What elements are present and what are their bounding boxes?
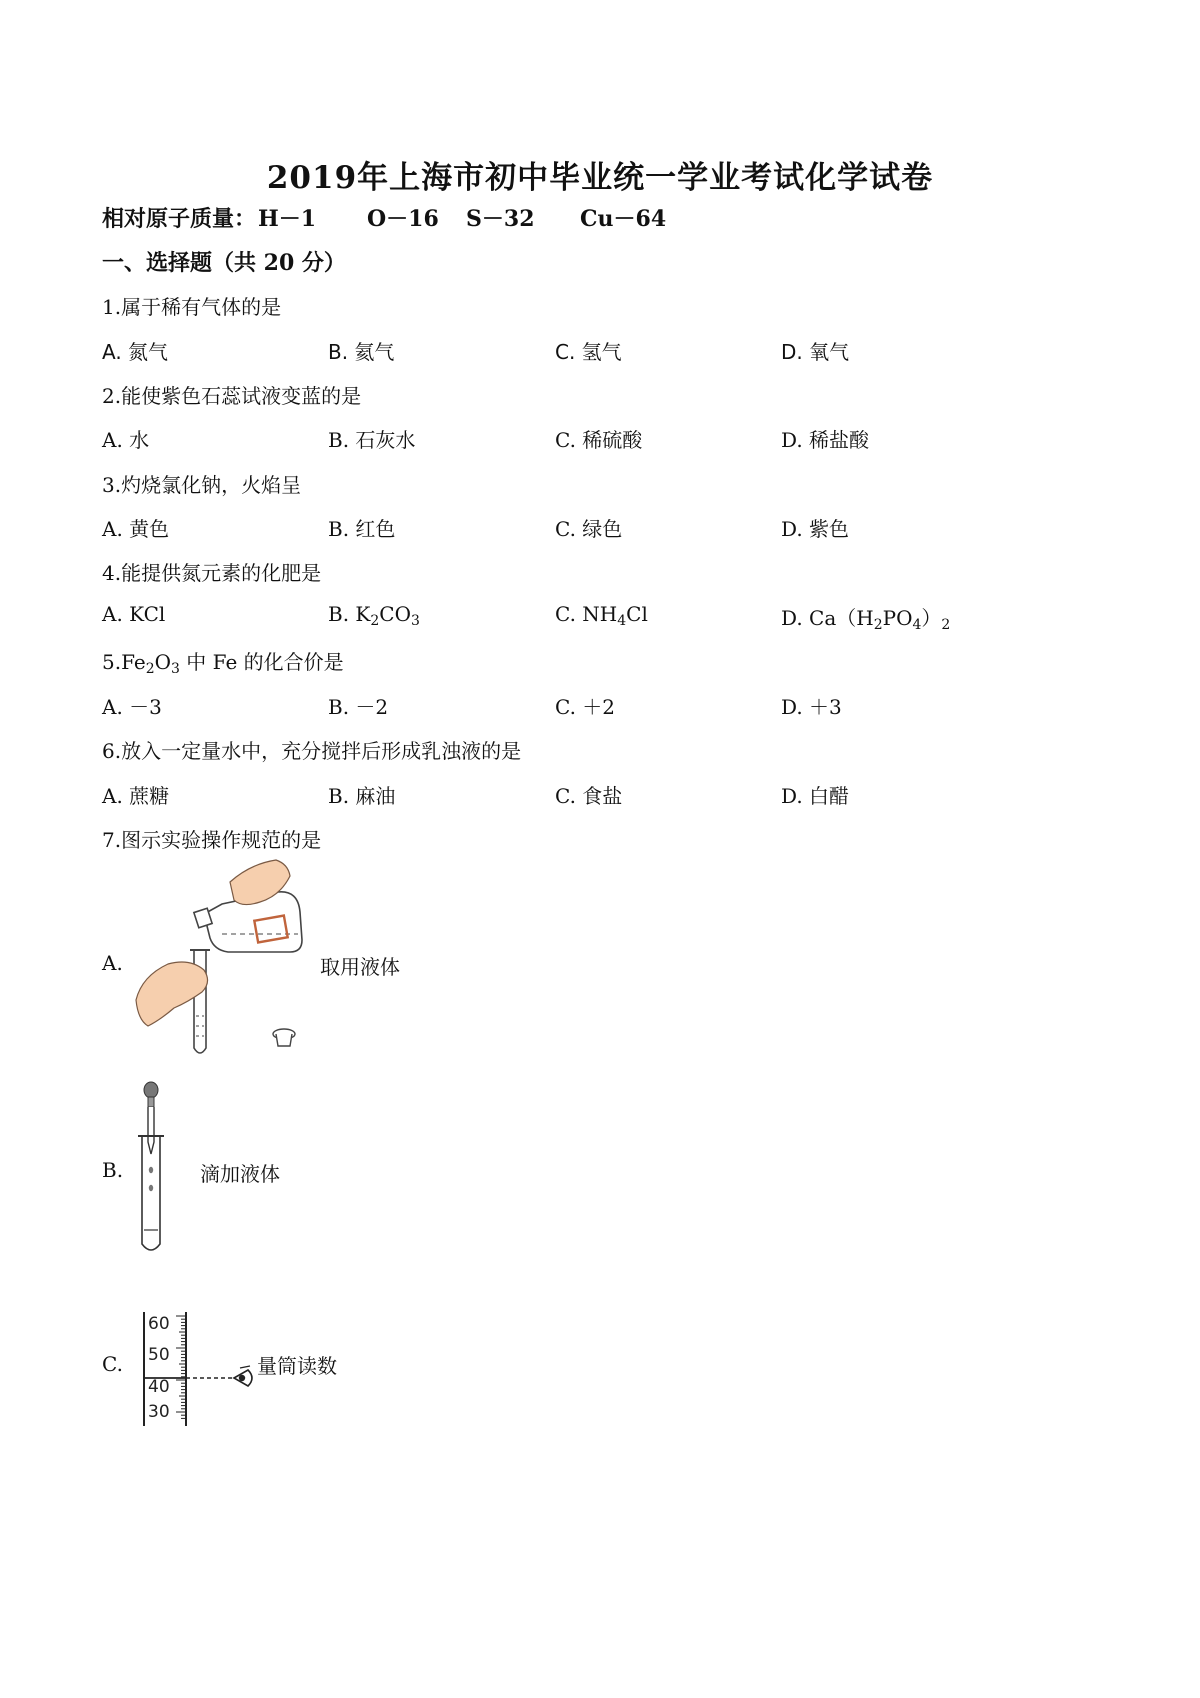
scale-label-50: 50	[148, 1345, 170, 1365]
figure-b-dropper-illustration	[128, 1080, 178, 1256]
q3-option-b[interactable]: B. 红色	[328, 517, 396, 541]
scale-label-30: 30	[148, 1402, 170, 1422]
figure-a-pouring-illustration	[130, 852, 320, 1062]
figure-c-cylinder-illustration	[136, 1308, 260, 1432]
question-1-stem: 1.属于稀有气体的是	[102, 295, 282, 319]
question-6-stem: 6.放入一定量水中，充分搅拌后形成乳浊液的是	[102, 739, 522, 763]
q4-d-sub-2: 2	[873, 617, 883, 633]
q3-option-c[interactable]: C. 绿色	[555, 517, 623, 541]
figure-b-caption: 滴加液体	[200, 1162, 280, 1186]
q5-fe: 5.Fe	[102, 650, 146, 674]
q5-option-a[interactable]: A. －3	[102, 695, 162, 719]
scale-ticks	[176, 1316, 186, 1418]
q4-option-d[interactable]	[781, 602, 950, 633]
q1-option-a[interactable]: A. 氮气	[102, 340, 169, 364]
q6-option-b[interactable]: B. 麻油	[328, 784, 396, 808]
q4-b-sub-3: 3	[410, 613, 420, 629]
scale-label-40: 40	[148, 1377, 170, 1397]
bottle-stopper	[273, 1029, 295, 1046]
figure-a-letter[interactable]: A.	[102, 951, 123, 975]
q5-option-c[interactable]: C. ＋2	[555, 695, 616, 719]
q4-c-sub-4: 4	[617, 613, 627, 629]
figure-c-letter[interactable]: C.	[102, 1352, 123, 1376]
q4-b-sub-2: 2	[370, 613, 380, 629]
q5-sub-2: 2	[145, 661, 155, 677]
q6-option-d[interactable]: D. 白醋	[781, 784, 850, 808]
q2-option-a[interactable]: A. 水	[102, 428, 150, 452]
q4-option-a[interactable]: A. KCl	[102, 602, 166, 626]
question-2-stem: 2.能使紫色石蕊试液变蓝的是	[102, 384, 362, 408]
atomic-mass-s: S－32	[466, 206, 535, 232]
q5-rest: 中 Fe 的化合价是	[179, 650, 344, 674]
drops	[149, 1167, 153, 1191]
figure-a-caption: 取用液体	[320, 955, 400, 979]
q1-option-c[interactable]: C. 氢气	[555, 340, 622, 364]
exam-title: 2019年上海市初中毕业统一学业考试化学试卷	[266, 160, 934, 196]
figure-b-letter[interactable]: B.	[102, 1158, 124, 1182]
atomic-mass-h: H－1	[258, 206, 317, 232]
scale-label-60: 60	[148, 1314, 170, 1334]
q2-option-d[interactable]: D. 稀盐酸	[781, 428, 870, 452]
q5-option-d[interactable]: D. ＋3	[781, 695, 842, 719]
section-heading: 一、选择题（共 20 分）	[102, 250, 346, 276]
q3-option-a[interactable]: A. 黄色	[102, 517, 170, 541]
q4-option-c[interactable]	[555, 602, 648, 629]
atomic-mass-label: 相对原子质量：	[102, 206, 257, 232]
q4-c-prefix: C. NH	[555, 602, 618, 626]
q4-d-sub-outer: 2	[941, 617, 951, 633]
q5-o: O	[154, 650, 172, 674]
figure-c-caption: 量筒读数	[257, 1354, 337, 1378]
q2-option-b[interactable]: B. 石灰水	[328, 428, 416, 452]
q2-option-c[interactable]: C. 稀硫酸	[555, 428, 643, 452]
q4-d-po: PO	[882, 606, 913, 630]
question-7-stem: 7.图示实验操作规范的是	[102, 828, 322, 852]
atomic-mass-o: O－16	[367, 206, 439, 232]
q6-option-c[interactable]: C. 食盐	[555, 784, 623, 808]
q4-d-sub-4: 4	[912, 617, 922, 633]
q4-option-b[interactable]	[328, 602, 420, 629]
q6-option-a[interactable]: A. 蔗糖	[102, 784, 170, 808]
q3-option-d[interactable]: D. 紫色	[781, 517, 850, 541]
atomic-mass-cu: Cu－64	[580, 206, 667, 232]
q4-b-co: CO	[379, 602, 411, 626]
dropper	[144, 1082, 158, 1154]
question-3-stem: 3.灼烧氯化钠，火焰呈	[102, 473, 302, 497]
question-5-stem	[102, 646, 344, 677]
q1-option-b[interactable]: B. 氦气	[328, 340, 395, 364]
question-4-stem: 4.能提供氮元素的化肥是	[102, 561, 322, 585]
q4-c-cl: Cl	[626, 602, 648, 626]
q1-option-d[interactable]: D. 氧气	[781, 340, 850, 364]
eye-icon	[234, 1366, 252, 1386]
q4-d-prefix: D. Ca（H	[781, 606, 874, 630]
q4-b-prefix: B. K	[328, 602, 371, 626]
q5-option-b[interactable]: B. －2	[328, 695, 389, 719]
q4-d-paren: ）	[921, 606, 942, 630]
q5-sub-3: 3	[171, 661, 180, 677]
